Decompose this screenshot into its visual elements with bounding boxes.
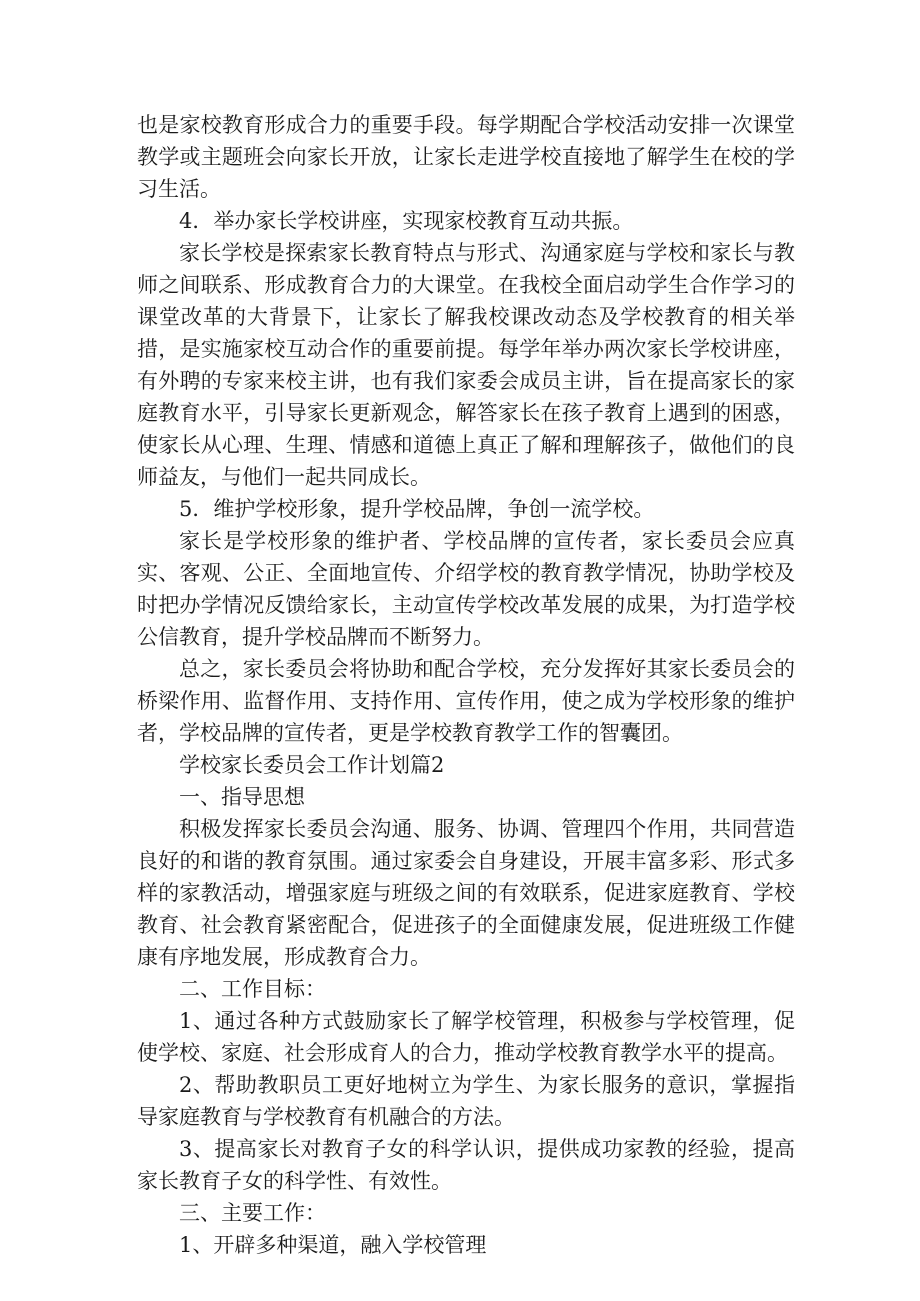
paragraph: 总之，家长委员会将协助和配合学校，充分发挥好其家长委员会的桥梁作用、监督作用、支持作用、宣传作用，使之成为学校形象的维护者，学校品牌的宣传者，更是学校教育教学工作的智囊团。 [137,657,795,745]
paragraph: 家长学校是探索家长教育特点与形式、沟通家庭与学校和家长与教师之间联系、形成教育合力的大课堂。在我校全面启动学生合作学习的课堂改革的大背景下，让家长了解我校课改动态及学校教育的相关举措，是实施家校互动合作的重要前提。每学年举办两次家长学校讲座，有外聘的专家来校主讲，也有我们家委会成员主讲，旨在提高家长的家庭教育水平，引导家长更新观念，解答家长在孩子教育上遇到的困惑，使家长从心理、生理、情感和道德上真正了解和理解孩子，做他们的良师益友，与他们一起共同成长。 [137,241,795,489]
paragraph: 积极发挥家长委员会沟通、服务、协调、管理四个作用，共同营造良好的和谐的教育氛围。通过家委会自身建设，开展丰富多彩、形式多样的家教活动，增强家庭与班级之间的有效联系，促进家庭教育、学校教育、社会教育紧密配合，促进孩子的全面健康发展，促进班级工作健康有序地发展，形成教育合力。 [137,817,795,969]
section-heading: 4．举办家长学校讲座，实现家校教育互动共振。 [179,209,634,233]
section-heading: 三、主要工作： [179,1201,326,1225]
section-heading: 5．维护学校形象，提升学校品牌，争创一流学校。 [179,497,655,521]
list-item: 3、提高家长对教育子女的科学认识，提供成功家教的经验，提高家长教育子女的科学性、有效性。 [137,1137,795,1193]
list-item: 2、帮助教职员工更好地树立为学生、为家长服务的意识，掌握指导家庭教育与学校教育有机融合的方法。 [137,1073,795,1129]
paragraph: 家长是学校形象的维护者、学校品牌的宣传者，家长委员会应真实、客观、公正、全面地宣传、介绍学校的教育教学情况，协助学校及时把办学情况反馈给家长，主动宣传学校改革发展的成果，为打造学校公信教育，提升学校品牌而不断努力。 [137,529,795,649]
section-heading: 二、工作目标： [179,977,326,1001]
section-heading: 一、指导思想 [179,785,305,809]
list-item: 1、通过各种方式鼓励家长了解学校管理，积极参与学校管理，促使学校、家庭、社会形成育人的合力，推动学校教育教学水平的提高。 [137,1009,795,1065]
list-item: 1、开辟多种渠道，融入学校管理 [179,1233,487,1257]
document-body [137,109,795,1261]
paragraph: 也是家校教育形成合力的重要手段。每学期配合学校活动安排一次课堂教学或主题班会向家长开放，让家长走进学校直接地了解学生在校的学习生活。 [137,113,795,201]
article-title: 学校家长委员会工作计划篇2 [179,753,445,777]
